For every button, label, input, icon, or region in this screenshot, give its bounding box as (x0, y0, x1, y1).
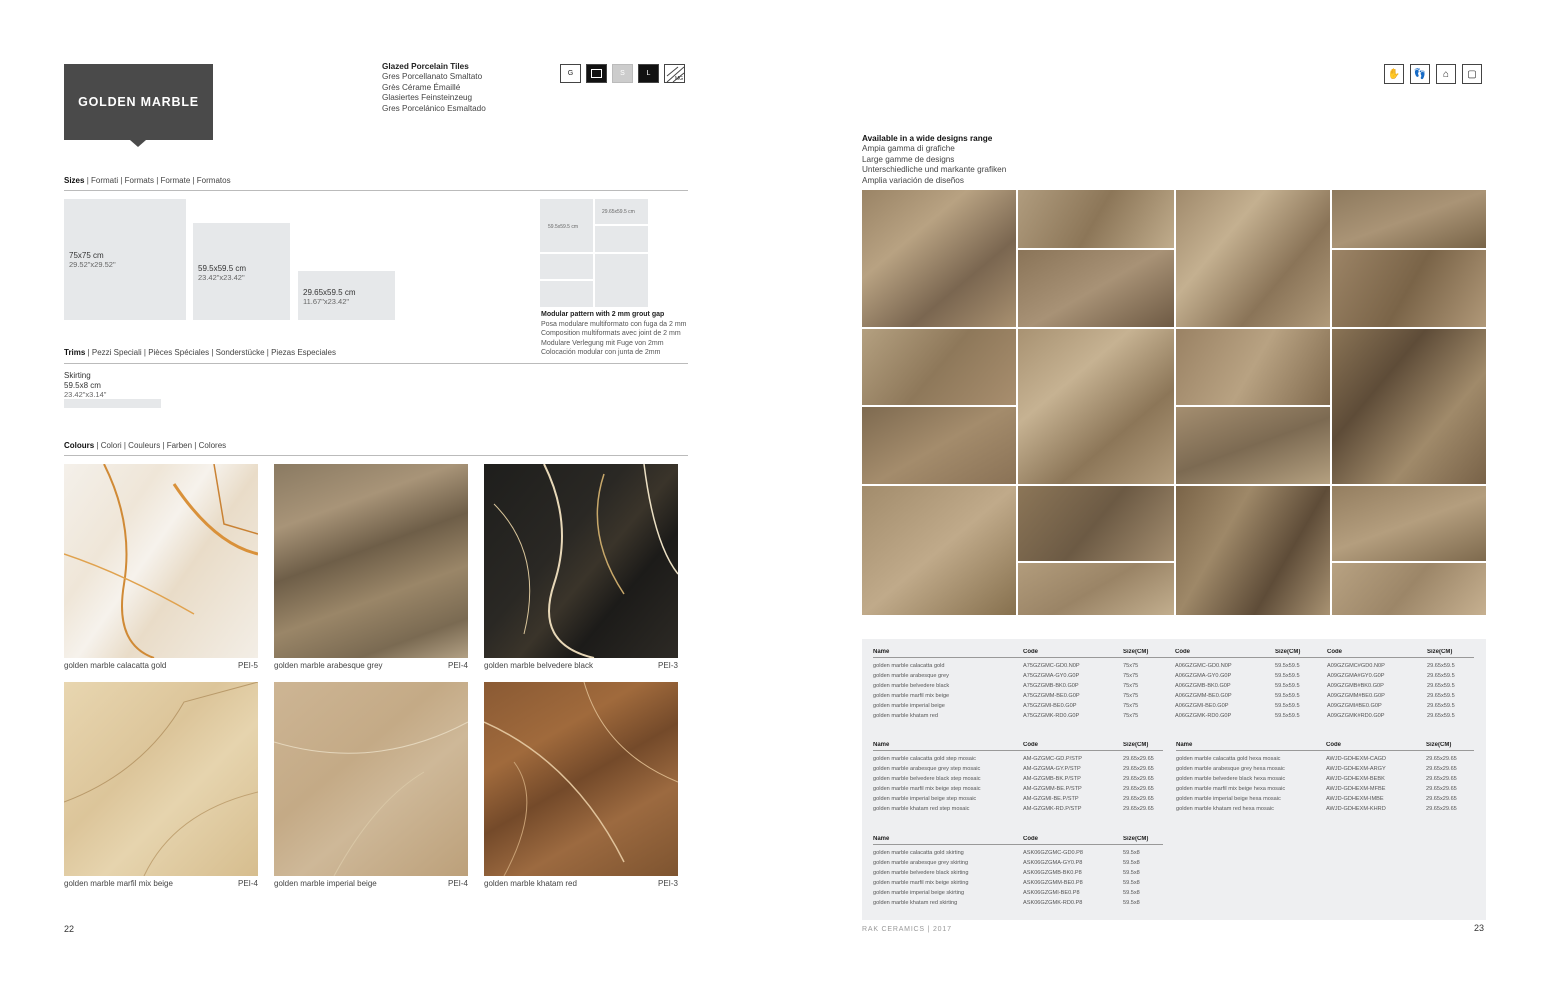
table-header (873, 649, 1474, 658)
table-cell: golden marble marfil mix beige hexa mosaic (1176, 786, 1286, 793)
footer-brand: RAK CERAMICS | 2017 (862, 926, 952, 933)
table-cell: 75x75 (1123, 683, 1139, 690)
table-cell: 29.65x29.65 (1426, 796, 1457, 803)
codes-table-skirting (873, 836, 1163, 909)
designs-range-line: Unterschiedliche und markante grafiken (862, 165, 1007, 175)
colour-pei: PEI-4 (447, 661, 468, 670)
table-cell: 59.5x8 (1123, 880, 1140, 887)
table-cell: A09GZGMA#GY0.G0P (1327, 673, 1385, 680)
collection-title (64, 64, 213, 140)
size-label (198, 264, 246, 282)
product-type-lines (382, 62, 486, 114)
table-cell: ASK06GZGMA-GY0.P8 (1023, 860, 1083, 867)
codes-table-hexa-mosaic (1176, 742, 1474, 815)
table-cell: golden marble khatam red hexa mosaic (1176, 806, 1274, 813)
g-icon: G (560, 64, 581, 83)
table-row (873, 804, 1163, 814)
table-cell: golden marble khatam red (873, 713, 938, 720)
table-row (873, 858, 1163, 868)
table-cell: ASK06GZGMB-BK0.P8 (1023, 870, 1082, 877)
table-header (873, 742, 1163, 751)
size-cm: 29.65x59.5 cm (303, 288, 356, 297)
table-cell: 59.5x59.5 (1275, 703, 1300, 710)
s-icon: S (612, 64, 633, 83)
swatch-khatam-red (484, 682, 678, 876)
table-cell: golden marble khatam red step mosaic (873, 806, 970, 813)
table-cell: A75GZGMC-GD0.N0P (1023, 663, 1080, 669)
table-cell: golden marble calacatta gold hexa mosaic (1176, 756, 1281, 762)
modular-caption-line: Composition multiformats avec joint de 2 mm (541, 330, 681, 338)
table-cell: 59.5x8 (1123, 860, 1140, 867)
size-inch: 11.67"x23.42" (303, 297, 350, 306)
designs-range-text (862, 134, 1006, 186)
page-number-right: 23 (1474, 923, 1485, 933)
table-cell: 29.65x59.5 (1427, 693, 1455, 700)
table-cell: A09GZGMK#RD0.G0P (1327, 713, 1385, 720)
sizes-heading (64, 176, 231, 185)
colour-name: golden marble marfil mix beige (64, 879, 173, 888)
colour-caption (274, 879, 468, 888)
col-header: Size(CM) (1123, 649, 1149, 655)
divider (64, 190, 688, 191)
colour-pei: PEI-3 (657, 661, 678, 670)
table-cell: golden marble marfil mix beige step mosaic (873, 786, 981, 793)
table-row (873, 868, 1163, 878)
product-type-line: Glazed Porcelain Tiles (382, 62, 469, 71)
col-header: Code (1326, 742, 1341, 748)
table-cell: AWJD-GDHEXM-BEBK (1326, 776, 1385, 783)
table-cell: golden marble belvedere black hexa mosaic (1176, 776, 1286, 783)
table-cell: golden marble calacatta gold (873, 663, 945, 669)
colour-name: golden marble calacatta gold (64, 661, 167, 670)
modular-caption-title: Modular pattern with 2 mm grout gap (541, 311, 665, 318)
colours-heading (64, 441, 226, 450)
page-number-left: 22 (64, 924, 75, 934)
table-row (1176, 774, 1474, 784)
trims-heading-bold: Trims (64, 348, 86, 357)
modular-label-a: 59.5x59.5 cm (548, 224, 579, 230)
table-cell: AWJD-GDHEXM-ARGY (1326, 766, 1386, 773)
swatch-arabesque-grey (274, 464, 468, 658)
table-cell: 75x75 (1123, 663, 1139, 669)
divider (64, 455, 688, 456)
swatch-calacatta-gold (64, 464, 258, 658)
colour-caption (484, 879, 678, 888)
table-cell: 29.65x29.65 (1123, 786, 1154, 793)
modular-caption-line: Modulare Verlegung mit Fuge von 2mm (541, 339, 664, 347)
table-row (873, 794, 1163, 804)
table-cell: A75GZGMK-RD0.G0P (1023, 713, 1080, 720)
size-cm: 59.5x59.5 cm (198, 264, 247, 273)
table-cell: 29.65x29.65 (1426, 806, 1457, 813)
colour-pei: PEI-4 (447, 879, 468, 888)
table-cell: ASK06GZGMK-RD0.P8 (1023, 900, 1083, 907)
designs-range-title: Available in a wide designs range (862, 134, 993, 143)
swatch-imperial-beige (274, 682, 468, 876)
table-row (873, 764, 1163, 774)
size-tile-29x59 (298, 271, 395, 320)
table-cell: 29.65x29.65 (1426, 756, 1457, 762)
table-cell: AWJD-GDHEXM-CAGD (1326, 756, 1387, 762)
size-tile-75x75 (64, 199, 186, 320)
table-row (873, 671, 1474, 681)
table-cell: AM-GZGMC-GD.P/STP (1023, 756, 1083, 762)
sizes-heading-bold: Sizes (64, 176, 85, 185)
table-cell: 75x75 (1123, 673, 1139, 680)
table-cell: A09GZGMI#BE0.G0P (1327, 703, 1382, 710)
colours-heading-bold: Colours (64, 441, 95, 450)
table-cell: 29.65x59.5 (1427, 673, 1455, 680)
col-header: Code (1327, 649, 1342, 655)
table-cell: AWJD-GDHEXM-IMBE (1326, 796, 1384, 803)
table-cell: A75GZGMA-GY0.G0P (1023, 673, 1080, 680)
table-row (873, 711, 1474, 721)
table-row (873, 701, 1474, 711)
table-header (873, 836, 1163, 845)
size-label (303, 288, 355, 306)
table-cell: golden marble imperial beige hexa mosaic (1176, 796, 1281, 803)
trim-name: Skirting (64, 371, 91, 380)
swatch-belvedere-black (484, 464, 678, 658)
col-header: Code (1175, 649, 1190, 655)
colour-caption (64, 661, 258, 670)
codes-table-step-mosaic (873, 742, 1163, 815)
table-cell: 29.65x59.5 (1427, 703, 1455, 710)
table-row (873, 878, 1163, 888)
modular-caption-line: Posa modulare multiformato con fuga da 2 mm (541, 320, 687, 328)
modular-caption-line: Colocación modular con junta de 2mm (541, 349, 661, 357)
table-cell: golden marble marfil mix beige skirting (873, 880, 969, 887)
col-header: Name (1176, 742, 1193, 748)
table-cell: 29.65x29.65 (1123, 796, 1154, 803)
sizes-heading-rest: | Formati | Formats | Formate | Formatos (84, 176, 231, 185)
size-cm: 75x75 cm (69, 251, 104, 260)
table-cell: 75x75 (1123, 713, 1139, 720)
table-cell: AM-GZGMB-BK.P/STP (1023, 776, 1081, 783)
table-cell: 59.5x59.5 (1275, 683, 1300, 690)
usage-icons (1384, 64, 1482, 84)
table-row (873, 754, 1163, 764)
mg-icon (664, 64, 685, 83)
designs-range-line: Large gamme de designs (862, 154, 955, 164)
table-cell: 29.65x29.65 (1123, 766, 1154, 773)
table-row (1176, 784, 1474, 794)
table-cell: golden marble belvedere black (873, 683, 950, 690)
col-header: Name (873, 836, 890, 842)
trim-skirting (64, 371, 106, 400)
table-cell: A06GZGMC-GD0.N0P (1175, 663, 1232, 669)
table-cell: A75GZGMI-BE0.G0P (1023, 703, 1077, 710)
table-cell: 59.5x8 (1123, 850, 1140, 856)
table-row (1176, 764, 1474, 774)
table-cell: golden marble imperial beige (873, 703, 945, 710)
product-type-line: Glasiertes Feinsteinzeug (382, 93, 473, 103)
table-cell: golden marble belvedere black skirting (873, 870, 969, 877)
home-icon: ⌂ (1436, 64, 1456, 84)
col-header: Name (873, 742, 890, 748)
table-cell: ASK06GZGMC-GD0.P8 (1023, 850, 1083, 856)
property-icons (560, 64, 685, 83)
divider (64, 363, 688, 364)
designs-range-line: Amplia variación de diseños (862, 175, 964, 185)
table-cell: A09GZGMC#GD0.N0P (1327, 663, 1385, 669)
table-row (873, 848, 1163, 858)
size-tile-59x59 (193, 223, 290, 320)
col-header: Name (873, 649, 890, 655)
table-cell: golden marble arabesque grey step mosaic (873, 766, 981, 773)
table-cell: golden marble arabesque grey skirting (873, 860, 969, 867)
modular-caption (541, 310, 687, 358)
table-cell: 29.65x29.65 (1123, 756, 1154, 762)
table-row (873, 681, 1474, 691)
colour-pei: PEI-3 (657, 879, 678, 888)
trims-heading-rest: | Pezzi Speciali | Pièces Spéciales | Sonderstücke | Piezas Especiales (85, 348, 336, 357)
table-cell: 29.65x29.65 (1426, 766, 1457, 773)
col-header: Code (1023, 742, 1038, 748)
hand-icon: ✋ (1384, 64, 1404, 84)
colour-caption (274, 661, 468, 670)
table-cell: 59.5x59.5 (1275, 713, 1300, 720)
skirting-swatch (64, 399, 161, 408)
table-cell: A09GZGMM#BE0.G0P (1327, 693, 1385, 700)
table-cell: 59.5x8 (1123, 870, 1140, 877)
table-cell: golden marble arabesque grey (873, 673, 949, 680)
table-cell: AM-GZGMM-BE.P/STP (1023, 786, 1082, 793)
table-cell: AWJD-GDHEXM-MFBE (1326, 786, 1386, 793)
frame-icon (586, 64, 607, 83)
colour-pei: PEI-5 (237, 661, 258, 670)
colour-name: golden marble khatam red (484, 879, 577, 888)
table-cell: 59.5x8 (1123, 900, 1140, 907)
table-cell: A75GZGMM-BE0.G0P (1023, 693, 1080, 700)
l-icon: L (638, 64, 659, 83)
col-header: Code (1023, 836, 1038, 842)
table-header (1176, 742, 1474, 751)
table-cell: golden marble arabesque grey hexa mosaic (1176, 766, 1285, 773)
colour-name: golden marble arabesque grey (274, 661, 383, 670)
size-inch: 29.52"x29.52" (69, 260, 116, 269)
marble-mosaic-image (862, 190, 1486, 615)
table-cell: golden marble imperial beige step mosaic (873, 796, 977, 803)
table-row (873, 691, 1474, 701)
table-cell: 29.65x59.5 (1427, 713, 1455, 720)
colours-heading-rest: | Colori | Couleurs | Farben | Colores (94, 441, 227, 450)
table-cell: 59.5x59.5 (1275, 693, 1300, 700)
table-cell: golden marble belvedere black step mosaic (873, 776, 981, 783)
col-header: Size(CM) (1427, 649, 1453, 655)
col-header: Size(CM) (1275, 649, 1301, 655)
table-cell: golden marble khatam red skirting (873, 900, 958, 907)
table-row (873, 661, 1474, 671)
product-type-line: Gres Porcellanato Smaltato (382, 72, 483, 82)
designs-range-line: Ampia gamma di grafiche (862, 144, 955, 154)
table-cell: 59.5x59.5 (1275, 663, 1300, 669)
colour-pei: PEI-4 (237, 879, 258, 888)
col-header: Size(CM) (1426, 742, 1452, 748)
table-cell: AM-GZGMI-BE.P/STP (1023, 796, 1079, 803)
footprint-icon: 👣 (1410, 64, 1430, 84)
product-type-line: Gres Porcelánico Esmaltado (382, 103, 486, 113)
col-header: Code (1023, 649, 1038, 655)
table-row (1176, 794, 1474, 804)
colour-caption (64, 879, 258, 888)
table-row (873, 774, 1163, 784)
table-cell: 29.65x29.65 (1123, 776, 1154, 783)
size-inch: 23.42"x23.42" (198, 273, 245, 282)
bag-icon: ▢ (1462, 64, 1482, 84)
table-cell: 59.5x8 (1123, 890, 1140, 897)
trim-inch: 23.42"x3.14" (64, 390, 107, 399)
codes-table-main (873, 649, 1474, 722)
modular-label-b: 29.65x59.5 cm (602, 209, 635, 215)
table-cell: ASK06GZGMM-BE0.P8 (1023, 880, 1083, 887)
table-row (873, 784, 1163, 794)
colour-name: golden marble imperial beige (274, 879, 377, 888)
table-cell: 29.65x29.65 (1426, 786, 1457, 793)
table-cell: A06GZGMA-GY0.G0P (1175, 673, 1232, 680)
table-cell: AWJD-GDHEXM-KHRD (1326, 806, 1386, 813)
table-cell: 29.65x29.65 (1426, 776, 1457, 783)
table-cell: 75x75 (1123, 703, 1139, 710)
table-cell: 29.65x29.65 (1123, 806, 1154, 813)
table-cell: golden marble calacatta gold step mosaic (873, 756, 976, 762)
colour-caption (484, 661, 678, 670)
table-row (873, 898, 1163, 908)
mg-icon-label: MG (674, 76, 683, 82)
table-cell: A06GZGMI-BE0.G0P (1175, 703, 1229, 710)
swatch-marfil-mix-beige (64, 682, 258, 876)
table-cell: golden marble imperial beige skirting (873, 890, 965, 897)
table-cell: A09GZGMB#BK0.G0P (1327, 683, 1384, 690)
table-cell: 59.5x59.5 (1275, 673, 1300, 680)
size-label (69, 251, 116, 269)
table-cell: A75GZGMB-BK0.G0P (1023, 683, 1079, 690)
col-header: Size(CM) (1123, 742, 1149, 748)
table-cell: 29.65x59.5 (1427, 663, 1455, 669)
table-cell: 75x75 (1123, 693, 1139, 700)
trim-cm: 59.5x8 cm (64, 380, 101, 390)
product-type-line: Grès Cérame Émaillé (382, 82, 461, 92)
table-row (1176, 804, 1474, 814)
table-cell: ASK06GZGMI-BE0.P8 (1023, 890, 1080, 897)
modular-pattern (540, 199, 649, 307)
col-header: Size(CM) (1123, 836, 1149, 842)
table-cell: golden marble calacatta gold skirting (873, 850, 964, 856)
collection-title-text: GOLDEN MARBLE (78, 95, 199, 109)
table-cell: A06GZGMB-BK0.G0P (1175, 683, 1231, 690)
table-row (1176, 754, 1474, 764)
table-cell: A06GZGMM-BE0.G0P (1175, 693, 1232, 700)
table-cell: golden marble marfil mix beige (873, 693, 950, 700)
table-cell: 29.65x59.5 (1427, 683, 1455, 690)
table-row (873, 888, 1163, 898)
table-cell: AM-GZGMK-RD.P/STP (1023, 806, 1082, 813)
table-cell: AM-GZGMA-GY.P/STP (1023, 766, 1081, 773)
trims-heading (64, 348, 336, 357)
colour-name: golden marble belvedere black (484, 661, 593, 670)
table-cell: A06GZGMK-RD0.G0P (1175, 713, 1232, 720)
